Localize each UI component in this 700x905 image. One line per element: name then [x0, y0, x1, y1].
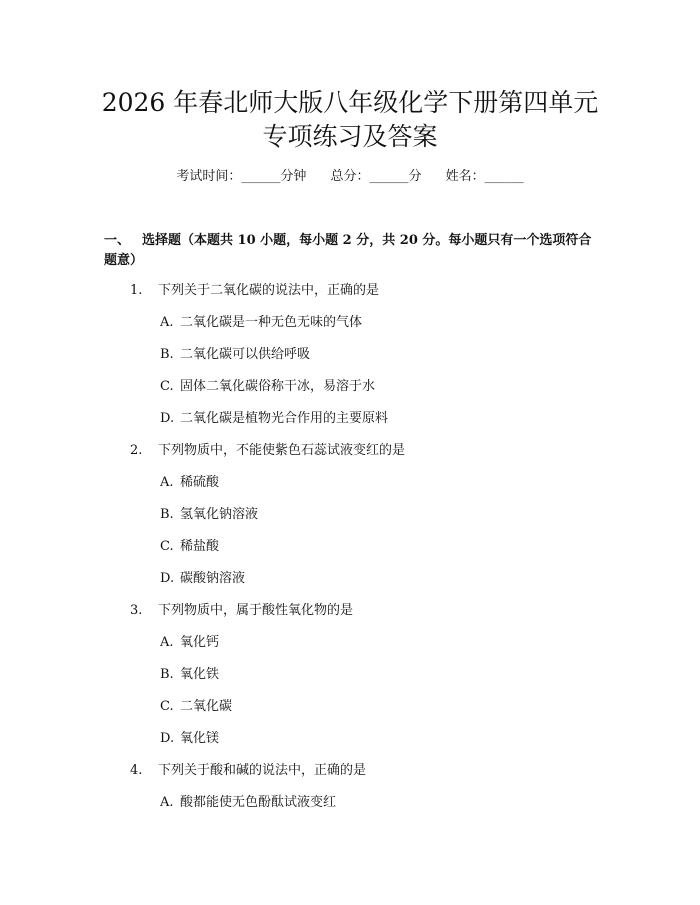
- option-1a: [160, 313, 362, 333]
- option-text: 碳酸钠溶液: [180, 571, 246, 586]
- option-text: 稀硫酸: [180, 475, 220, 490]
- option-text: 氧化钙: [180, 635, 220, 650]
- document-title-line1: 2026 年春北师大版八年级化学下册第四单元: [101, 88, 599, 117]
- option-text: 二氧化碳是一种无色无味的气体: [180, 315, 363, 330]
- exam-meta: [0, 167, 700, 187]
- option-letter: A.: [160, 635, 174, 650]
- option-text: 氢氧化钠溶液: [180, 507, 259, 522]
- question-stem: 下列关于二氧化碳的说法中，正确的是: [158, 283, 380, 298]
- option-letter: D.: [160, 411, 175, 426]
- section-heading: [104, 231, 604, 271]
- section-title: 选择题（本题共 10 小题，每小题 2 分，共 20 分。每小题只有一个选项符合题意）: [104, 233, 592, 268]
- question-3: [130, 601, 353, 621]
- option-letter: B.: [160, 667, 174, 682]
- option-text: 酸都能使无色酚酞试液变红: [180, 795, 337, 810]
- question-number: 1.: [130, 283, 143, 298]
- option-text: 固体二氧化碳俗称干冰，易溶于水: [180, 379, 376, 394]
- option-letter: B.: [160, 507, 174, 522]
- question-1: [130, 281, 379, 301]
- exam-score: 总分：______分: [330, 169, 422, 184]
- option-letter: A.: [160, 475, 174, 490]
- option-text: 二氧化碳是植物光合作用的主要原料: [180, 411, 389, 426]
- question-stem: 下列物质中，属于酸性氧化物的是: [158, 603, 354, 618]
- option-letter: D.: [160, 731, 175, 746]
- question-stem: 下列关于酸和碱的说法中，正确的是: [158, 763, 367, 778]
- option-text: 二氧化碳可以供给呼吸: [180, 347, 311, 362]
- option-2c: [160, 537, 219, 557]
- question-stem: 下列物质中，不能使紫色石蕊试液变红的是: [158, 443, 406, 458]
- option-letter: C.: [160, 699, 174, 714]
- option-3a: [160, 633, 219, 653]
- option-3d: [160, 729, 219, 749]
- option-1d: [160, 409, 388, 429]
- option-text: 氧化铁: [180, 667, 220, 682]
- option-2b: [160, 505, 258, 525]
- option-text: 稀盐酸: [180, 539, 220, 554]
- option-3b: [160, 665, 219, 685]
- option-letter: A.: [160, 795, 174, 810]
- option-3c: [160, 697, 232, 717]
- option-text: 二氧化碳: [180, 699, 233, 714]
- option-letter: C.: [160, 539, 174, 554]
- option-4a: [160, 793, 336, 813]
- exam-time: 考试时间：______分钟: [176, 169, 307, 184]
- section-number: 一、: [104, 233, 131, 248]
- option-text: 氧化镁: [180, 731, 220, 746]
- option-letter: C.: [160, 379, 174, 394]
- question-2: [130, 441, 405, 461]
- question-number: 2.: [130, 443, 143, 458]
- option-2a: [160, 473, 219, 493]
- exam-name: 姓名：______: [445, 169, 524, 184]
- question-number: 3.: [130, 603, 143, 618]
- document-title-line2: 专项练习及答案: [262, 122, 438, 151]
- option-letter: B.: [160, 347, 174, 362]
- option-letter: D.: [160, 571, 175, 586]
- option-2d: [160, 569, 245, 589]
- question-number: 4.: [130, 763, 143, 778]
- option-letter: A.: [160, 315, 174, 330]
- question-4: [130, 761, 366, 781]
- option-1b: [160, 345, 310, 365]
- option-1c: [160, 377, 375, 397]
